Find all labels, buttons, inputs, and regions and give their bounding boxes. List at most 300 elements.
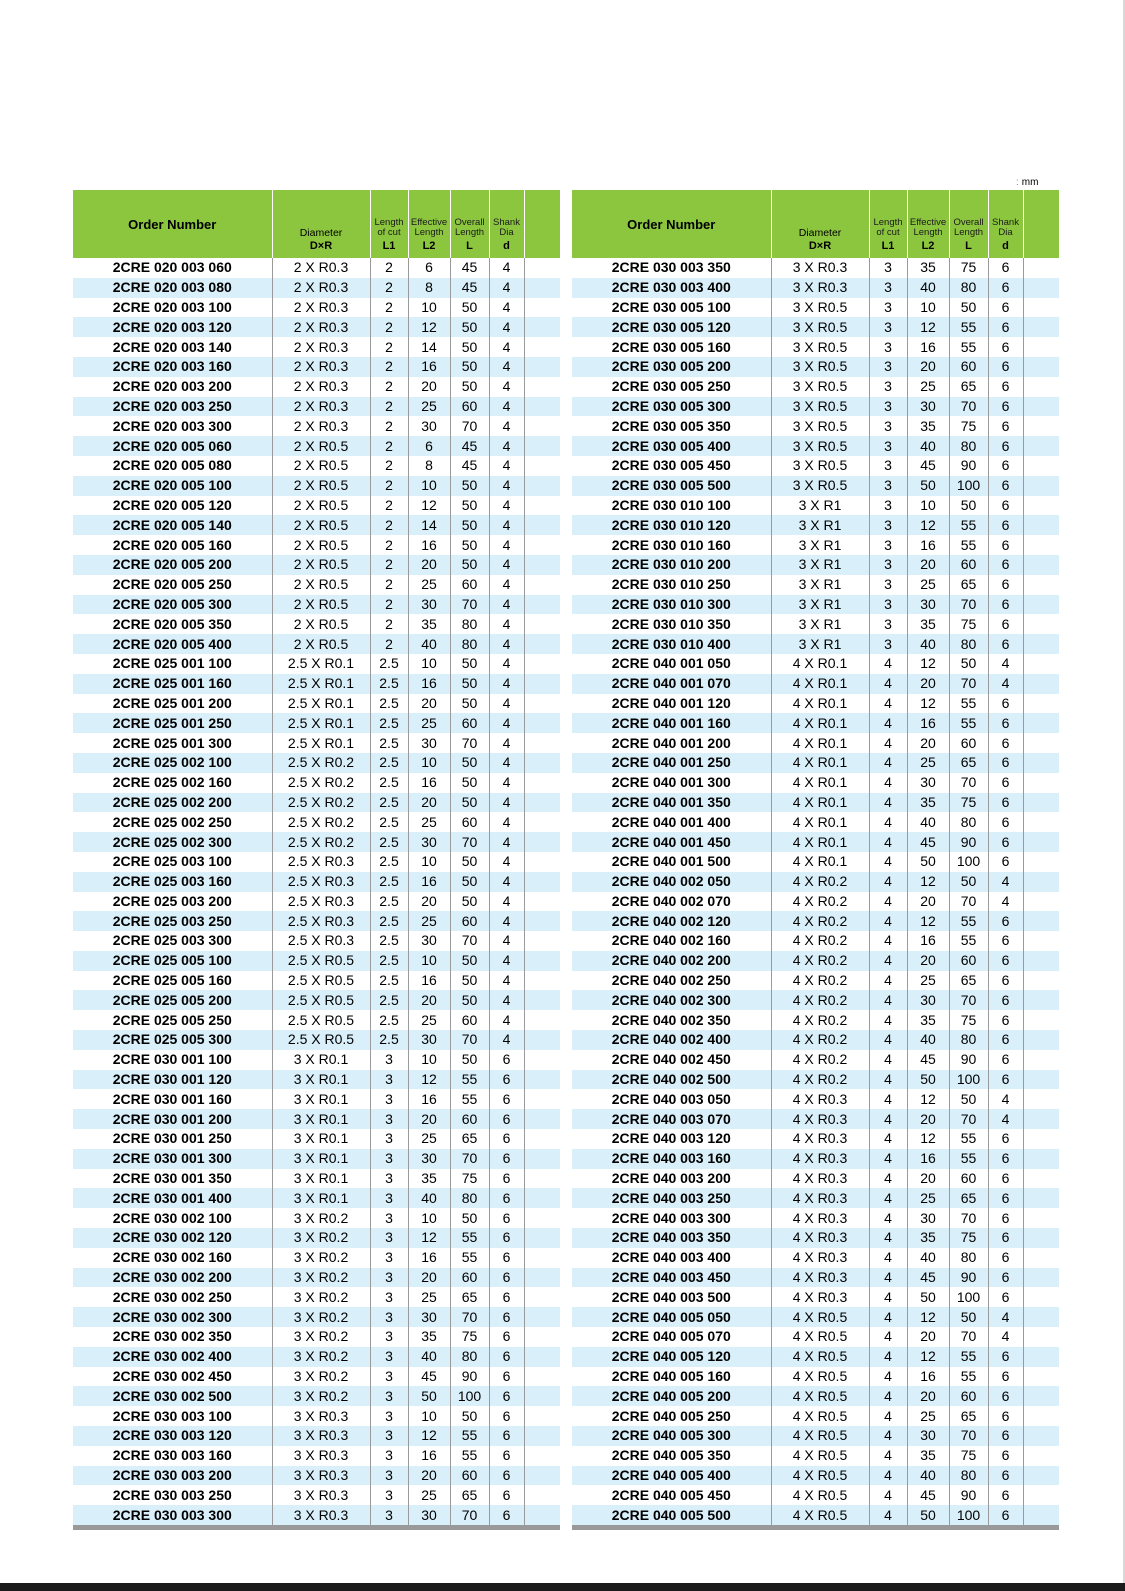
blank-cell [524, 1149, 560, 1169]
blank-cell [1023, 1347, 1059, 1367]
diameter-cell: 4 X R0.3 [771, 1109, 869, 1129]
length-of-cut-cell: 4 [869, 951, 907, 971]
blank-cell [524, 456, 560, 476]
effective-length-cell: 25 [408, 1287, 450, 1307]
header-blank [1023, 190, 1059, 258]
overall-length-cell: 45 [450, 258, 489, 278]
order-number-cell: 2CRE 030 005 160 [572, 337, 771, 357]
diameter-cell: 2.5 X R0.3 [272, 931, 370, 951]
effective-length-cell: 10 [408, 1050, 450, 1070]
effective-length-cell: 20 [408, 892, 450, 912]
order-number-cell: 2CRE 030 002 160 [73, 1248, 272, 1268]
order-number-cell: 2CRE 030 003 300 [73, 1505, 272, 1525]
table-row [73, 1268, 560, 1288]
order-number-cell: 2CRE 040 005 120 [572, 1347, 771, 1367]
order-number-cell: 2CRE 040 005 200 [572, 1386, 771, 1406]
table-row [572, 1485, 1059, 1505]
overall-length-cell: 55 [949, 515, 988, 535]
effective-length-cell: 16 [907, 1367, 949, 1387]
overall-length-cell: 75 [949, 258, 988, 278]
overall-length-cell: 60 [450, 713, 489, 733]
shank-dia-cell: 6 [988, 1228, 1023, 1248]
header-length-of-cut-symbol: L1 [382, 240, 396, 252]
overall-length-cell: 50 [450, 694, 489, 714]
blank-cell [524, 931, 560, 951]
blank-cell [1023, 773, 1059, 793]
order-number-cell: 2CRE 040 002 160 [572, 931, 771, 951]
overall-length-cell: 55 [949, 1149, 988, 1169]
table-row [73, 1188, 560, 1208]
effective-length-cell: 30 [907, 773, 949, 793]
length-of-cut-cell: 4 [869, 1327, 907, 1347]
order-number-cell: 2CRE 040 003 300 [572, 1208, 771, 1228]
length-of-cut-cell: 2.5 [370, 773, 408, 793]
order-number-cell: 2CRE 040 005 250 [572, 1406, 771, 1426]
diameter-cell: 2 X R0.3 [272, 416, 370, 436]
table-row [572, 1466, 1059, 1486]
shank-dia-cell: 6 [988, 298, 1023, 318]
effective-length-cell: 8 [408, 456, 450, 476]
overall-length-cell: 60 [450, 911, 489, 931]
blank-cell [524, 1466, 560, 1486]
shank-dia-cell: 6 [988, 990, 1023, 1010]
blank-cell [524, 1327, 560, 1347]
order-number-cell: 2CRE 030 001 100 [73, 1050, 272, 1070]
length-of-cut-cell: 4 [869, 971, 907, 991]
overall-length-cell: 70 [450, 733, 489, 753]
overall-length-cell: 60 [450, 575, 489, 595]
diameter-cell: 3 X R0.1 [272, 1169, 370, 1189]
header-shank-dia-symbol: d [503, 240, 510, 252]
shank-dia-cell: 6 [988, 555, 1023, 575]
overall-length-cell: 60 [450, 1268, 489, 1288]
effective-length-cell: 35 [408, 614, 450, 634]
shank-dia-cell: 6 [988, 753, 1023, 773]
blank-cell [524, 1089, 560, 1109]
length-of-cut-cell: 4 [869, 1149, 907, 1169]
blank-cell [1023, 654, 1059, 674]
diameter-cell: 4 X R0.1 [771, 674, 869, 694]
overall-length-cell: 50 [949, 298, 988, 318]
effective-length-cell: 8 [408, 278, 450, 298]
effective-length-cell: 35 [907, 416, 949, 436]
length-of-cut-cell: 3 [869, 436, 907, 456]
table-row [73, 1149, 560, 1169]
length-of-cut-cell: 4 [869, 1268, 907, 1288]
blank-cell [1023, 1188, 1059, 1208]
order-number-cell: 2CRE 040 003 350 [572, 1228, 771, 1248]
diameter-cell: 2 X R0.5 [272, 456, 370, 476]
diameter-cell: 2.5 X R0.2 [272, 753, 370, 773]
order-number-cell: 2CRE 020 005 400 [73, 634, 272, 654]
shank-dia-cell: 6 [489, 1466, 524, 1486]
effective-length-cell: 35 [907, 1228, 949, 1248]
table-row [572, 1347, 1059, 1367]
shank-dia-cell: 6 [988, 1347, 1023, 1367]
effective-length-cell: 25 [408, 1485, 450, 1505]
shank-dia-cell: 6 [489, 1089, 524, 1109]
length-of-cut-cell: 4 [869, 832, 907, 852]
order-number-cell: 2CRE 020 005 200 [73, 555, 272, 575]
effective-length-cell: 16 [408, 357, 450, 377]
effective-length-cell: 14 [408, 337, 450, 357]
diameter-cell: 3 X R0.5 [771, 317, 869, 337]
blank-cell [524, 654, 560, 674]
length-of-cut-cell: 3 [370, 1287, 408, 1307]
table-row [572, 911, 1059, 931]
shank-dia-cell: 6 [489, 1070, 524, 1090]
order-number-cell: 2CRE 020 003 200 [73, 377, 272, 397]
shank-dia-cell: 4 [489, 258, 524, 278]
diameter-cell: 3 X R0.3 [272, 1505, 370, 1525]
table-row [73, 1228, 560, 1248]
length-of-cut-cell: 4 [869, 1109, 907, 1129]
order-number-cell: 2CRE 030 002 400 [73, 1347, 272, 1367]
length-of-cut-cell: 3 [370, 1426, 408, 1446]
header-length-of-cut-symbol: L1 [881, 240, 895, 252]
overall-length-cell: 50 [450, 971, 489, 991]
effective-length-cell: 30 [408, 1505, 450, 1525]
effective-length-cell: 25 [907, 575, 949, 595]
length-of-cut-cell: 2.5 [370, 852, 408, 872]
diameter-cell: 2 X R0.5 [272, 634, 370, 654]
overall-length-cell: 50 [450, 476, 489, 496]
effective-length-cell: 30 [907, 1426, 949, 1446]
header-length-of-cut-label: Length of cut [873, 217, 903, 238]
length-of-cut-cell: 2.5 [370, 971, 408, 991]
table-row [73, 496, 560, 516]
shank-dia-cell: 4 [988, 872, 1023, 892]
effective-length-cell: 50 [907, 476, 949, 496]
diameter-cell: 4 X R0.1 [771, 654, 869, 674]
overall-length-cell: 65 [949, 971, 988, 991]
table-row [572, 555, 1059, 575]
length-of-cut-cell: 3 [370, 1050, 408, 1070]
diameter-cell: 3 X R1 [771, 575, 869, 595]
blank-cell [1023, 1287, 1059, 1307]
overall-length-cell: 65 [949, 575, 988, 595]
length-of-cut-cell: 4 [869, 1466, 907, 1486]
blank-cell [1023, 1248, 1059, 1268]
overall-length-cell: 50 [450, 1406, 489, 1426]
header-length-of-cut [370, 190, 408, 258]
effective-length-cell: 20 [907, 555, 949, 575]
effective-length-cell: 40 [408, 634, 450, 654]
table-row [73, 1248, 560, 1268]
overall-length-cell: 55 [949, 337, 988, 357]
effective-length-cell: 16 [408, 674, 450, 694]
table-row [572, 872, 1059, 892]
length-of-cut-cell: 2 [370, 278, 408, 298]
order-number-cell: 2CRE 025 001 300 [73, 733, 272, 753]
diameter-cell: 3 X R0.1 [272, 1070, 370, 1090]
shank-dia-cell: 4 [489, 397, 524, 417]
order-number-cell: 2CRE 030 001 300 [73, 1149, 272, 1169]
diameter-cell: 3 X R1 [771, 614, 869, 634]
shank-dia-cell: 6 [489, 1367, 524, 1387]
shank-dia-cell: 6 [988, 1406, 1023, 1426]
table-row [73, 278, 560, 298]
overall-length-cell: 80 [450, 614, 489, 634]
diameter-cell: 2 X R0.3 [272, 258, 370, 278]
effective-length-cell: 14 [408, 515, 450, 535]
length-of-cut-cell: 3 [869, 575, 907, 595]
table-row [73, 1327, 560, 1347]
diameter-cell: 3 X R0.1 [272, 1109, 370, 1129]
table-row [572, 753, 1059, 773]
table-row [73, 416, 560, 436]
length-of-cut-cell: 3 [869, 377, 907, 397]
shank-dia-cell: 6 [988, 416, 1023, 436]
order-number-cell: 2CRE 040 002 350 [572, 1010, 771, 1030]
overall-length-cell: 50 [450, 654, 489, 674]
overall-length-cell: 75 [450, 1169, 489, 1189]
blank-cell [524, 1228, 560, 1248]
diameter-cell: 3 X R0.5 [771, 357, 869, 377]
blank-cell [524, 515, 560, 535]
order-number-cell: 2CRE 030 010 200 [572, 555, 771, 575]
length-of-cut-cell: 4 [869, 1228, 907, 1248]
length-of-cut-cell: 3 [370, 1386, 408, 1406]
blank-cell [524, 1010, 560, 1030]
order-number-cell: 2CRE 030 002 350 [73, 1327, 272, 1347]
diameter-cell: 4 X R0.2 [771, 892, 869, 912]
order-number-cell: 2CRE 040 005 400 [572, 1466, 771, 1486]
length-of-cut-cell: 3 [370, 1109, 408, 1129]
length-of-cut-cell: 3 [370, 1347, 408, 1367]
order-number-cell: 2CRE 030 003 400 [572, 278, 771, 298]
table-row [73, 1030, 560, 1050]
shank-dia-cell: 4 [489, 476, 524, 496]
table-row [73, 1169, 560, 1189]
shank-dia-cell: 6 [489, 1485, 524, 1505]
blank-cell [524, 990, 560, 1010]
effective-length-cell: 25 [408, 1129, 450, 1149]
diameter-cell: 4 X R0.3 [771, 1248, 869, 1268]
header-effective-length-symbol: L2 [921, 240, 935, 252]
table-row [73, 1426, 560, 1446]
blank-cell [1023, 397, 1059, 417]
overall-length-cell: 55 [450, 1248, 489, 1268]
overall-length-cell: 80 [949, 278, 988, 298]
order-number-cell: 2CRE 040 003 250 [572, 1188, 771, 1208]
diameter-cell: 4 X R0.3 [771, 1287, 869, 1307]
table-row [73, 1010, 560, 1030]
blank-cell [1023, 1466, 1059, 1486]
table-row [572, 694, 1059, 714]
effective-length-cell: 40 [907, 1248, 949, 1268]
effective-length-cell: 12 [408, 1070, 450, 1090]
diameter-cell: 4 X R0.1 [771, 753, 869, 773]
effective-length-cell: 10 [408, 1406, 450, 1426]
overall-length-cell: 70 [949, 1426, 988, 1446]
blank-cell [1023, 298, 1059, 318]
table-row [572, 317, 1059, 337]
effective-length-cell: 10 [408, 852, 450, 872]
order-number-cell: 2CRE 040 003 500 [572, 1287, 771, 1307]
order-number-cell: 2CRE 030 005 100 [572, 298, 771, 318]
blank-cell [524, 753, 560, 773]
table-row [572, 951, 1059, 971]
blank-cell [1023, 1010, 1059, 1030]
length-of-cut-cell: 2 [370, 476, 408, 496]
shank-dia-cell: 4 [489, 872, 524, 892]
effective-length-cell: 10 [907, 298, 949, 318]
effective-length-cell: 25 [907, 753, 949, 773]
order-number-cell: 2CRE 040 003 120 [572, 1129, 771, 1149]
blank-cell [1023, 1089, 1059, 1109]
effective-length-cell: 35 [907, 793, 949, 813]
order-number-cell: 2CRE 040 003 070 [572, 1109, 771, 1129]
shank-dia-cell: 4 [489, 575, 524, 595]
order-number-cell: 2CRE 025 002 100 [73, 753, 272, 773]
overall-length-cell: 50 [450, 753, 489, 773]
length-of-cut-cell: 4 [869, 1406, 907, 1426]
shank-dia-cell: 4 [489, 377, 524, 397]
blank-cell [524, 337, 560, 357]
effective-length-cell: 25 [907, 1406, 949, 1426]
shank-dia-cell: 6 [489, 1169, 524, 1189]
length-of-cut-cell: 2.5 [370, 793, 408, 813]
order-number-cell: 2CRE 025 005 160 [73, 971, 272, 991]
overall-length-cell: 70 [949, 595, 988, 615]
length-of-cut-cell: 4 [869, 1367, 907, 1387]
table-row [73, 1466, 560, 1486]
overall-length-cell: 80 [450, 1188, 489, 1208]
header-diameter-symbol: D×R [309, 240, 333, 252]
blank-cell [1023, 812, 1059, 832]
effective-length-cell: 20 [408, 1268, 450, 1288]
blank-cell [1023, 1327, 1059, 1347]
table-row [73, 575, 560, 595]
overall-length-cell: 50 [450, 298, 489, 318]
order-number-cell: 2CRE 030 005 250 [572, 377, 771, 397]
blank-cell [1023, 1268, 1059, 1288]
shank-dia-cell: 4 [489, 713, 524, 733]
effective-length-cell: 10 [408, 476, 450, 496]
overall-length-cell: 50 [450, 951, 489, 971]
blank-cell [524, 1347, 560, 1367]
diameter-cell: 4 X R0.2 [771, 990, 869, 1010]
length-of-cut-cell: 2 [370, 337, 408, 357]
diameter-cell: 3 X R0.1 [272, 1089, 370, 1109]
overall-length-cell: 50 [450, 515, 489, 535]
order-number-cell: 2CRE 030 003 350 [572, 258, 771, 278]
blank-cell [1023, 634, 1059, 654]
order-number-cell: 2CRE 020 005 300 [73, 595, 272, 615]
shank-dia-cell: 4 [489, 614, 524, 634]
shank-dia-cell: 4 [489, 852, 524, 872]
overall-length-cell: 100 [949, 476, 988, 496]
shank-dia-cell: 6 [988, 1149, 1023, 1169]
overall-length-cell: 55 [949, 911, 988, 931]
order-number-cell: 2CRE 025 001 100 [73, 654, 272, 674]
effective-length-cell: 20 [907, 1169, 949, 1189]
overall-length-cell: 80 [949, 1030, 988, 1050]
overall-length-cell: 55 [450, 1070, 489, 1090]
shank-dia-cell: 4 [489, 674, 524, 694]
overall-length-cell: 55 [949, 1347, 988, 1367]
overall-length-cell: 80 [450, 1347, 489, 1367]
overall-length-cell: 50 [450, 674, 489, 694]
diameter-cell: 4 X R0.2 [771, 931, 869, 951]
overall-length-cell: 55 [450, 1426, 489, 1446]
shank-dia-cell: 4 [489, 317, 524, 337]
diameter-cell: 3 X R0.3 [771, 258, 869, 278]
table-row [73, 1070, 560, 1090]
length-of-cut-cell: 4 [869, 694, 907, 714]
header-diameter [771, 190, 869, 258]
table-row [572, 1268, 1059, 1288]
header-overall-length [949, 190, 988, 258]
table-row [572, 1149, 1059, 1169]
overall-length-cell: 60 [949, 555, 988, 575]
overall-length-cell: 65 [949, 1188, 988, 1208]
table-row [572, 812, 1059, 832]
overall-length-cell: 70 [450, 931, 489, 951]
blank-cell [524, 278, 560, 298]
diameter-cell: 4 X R0.1 [771, 694, 869, 714]
diameter-cell: 2.5 X R0.3 [272, 911, 370, 931]
table-row [73, 317, 560, 337]
shank-dia-cell: 6 [489, 1426, 524, 1446]
diameter-cell: 3 X R1 [771, 535, 869, 555]
diameter-cell: 2 X R0.5 [272, 575, 370, 595]
length-of-cut-cell: 2 [370, 436, 408, 456]
length-of-cut-cell: 2 [370, 298, 408, 318]
overall-length-cell: 70 [949, 773, 988, 793]
effective-length-cell: 12 [408, 1228, 450, 1248]
overall-length-cell: 90 [949, 1268, 988, 1288]
diameter-cell: 2.5 X R0.2 [272, 793, 370, 813]
unit-label [1016, 177, 1038, 188]
shank-dia-cell: 4 [489, 416, 524, 436]
blank-cell [1023, 515, 1059, 535]
order-number-cell: 2CRE 040 005 070 [572, 1327, 771, 1347]
order-number-cell: 2CRE 020 003 100 [73, 298, 272, 318]
overall-length-cell: 60 [450, 812, 489, 832]
table-row [572, 1228, 1059, 1248]
order-number-cell: 2CRE 020 003 160 [73, 357, 272, 377]
order-number-cell: 2CRE 030 010 100 [572, 496, 771, 516]
blank-cell [524, 1169, 560, 1189]
shank-dia-cell: 6 [988, 733, 1023, 753]
shank-dia-cell: 6 [988, 337, 1023, 357]
shank-dia-cell: 4 [988, 892, 1023, 912]
diameter-cell: 2.5 X R0.3 [272, 892, 370, 912]
length-of-cut-cell: 4 [869, 1426, 907, 1446]
table-row [73, 753, 560, 773]
shank-dia-cell: 6 [988, 515, 1023, 535]
shank-dia-cell: 6 [988, 793, 1023, 813]
effective-length-cell: 12 [408, 317, 450, 337]
unit-text: mm [1021, 177, 1039, 188]
table-row [73, 1129, 560, 1149]
overall-length-cell: 65 [450, 1287, 489, 1307]
effective-length-cell: 50 [408, 1386, 450, 1406]
length-of-cut-cell: 4 [869, 1070, 907, 1090]
blank-cell [524, 1268, 560, 1288]
length-of-cut-cell: 2.5 [370, 753, 408, 773]
table-row [73, 634, 560, 654]
blank-cell [1023, 1208, 1059, 1228]
table-row [73, 812, 560, 832]
length-of-cut-cell: 2 [370, 555, 408, 575]
overall-length-cell: 60 [949, 733, 988, 753]
shank-dia-cell: 4 [489, 832, 524, 852]
table-row [73, 298, 560, 318]
length-of-cut-cell: 2 [370, 416, 408, 436]
